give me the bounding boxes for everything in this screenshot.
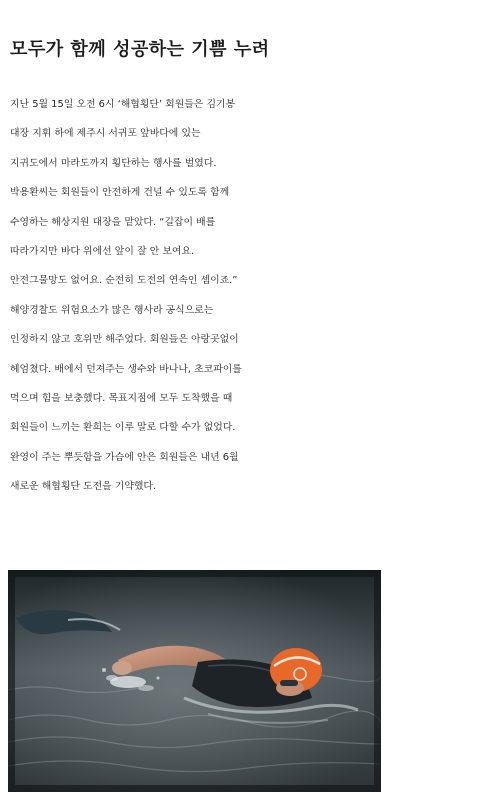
body-line: 박용환씨는 회원들이 안전하게 건널 수 있도록 함께	[10, 187, 230, 199]
body-line: 새로운 해협횡단 도전을 기약했다.	[10, 481, 157, 493]
body-line: 대장 지휘 하에 제주시 서귀포 앞바다에 있는	[10, 128, 201, 140]
body-line: 지귀도에서 마라도까지 횡단하는 행사를 벌였다.	[10, 157, 217, 169]
body-line: 회원들이 느끼는 환희는 이루 말로 다할 수가 없었다.	[10, 422, 236, 434]
article-title: 모두가 함께 성공하는 기쁨 누려	[10, 39, 270, 60]
body-line: 따라가지만 바다 위에선 앞이 잘 안 보여요.	[10, 245, 195, 257]
body-line: 헤엄쳤다. 배에서 던져주는 생수와 바나나, 초코파이를	[10, 363, 242, 375]
article-body	[10, 90, 478, 501]
body-line: 지난 5월 15일 오전 6시 ‘해협횡단’ 회원들은 김기봉	[10, 99, 236, 110]
body-line: 먹으며 힘을 보충했다. 목표지점에 모두 도착했을 때	[10, 392, 233, 404]
body-line: 인정하지 않고 호위만 해주었다. 회원들은 아랑곳없이	[10, 334, 239, 346]
swimmer-hand	[112, 661, 132, 675]
body-line: 수영하는 해상지원 대장을 맡았다. “길잡이 배를	[10, 216, 216, 228]
swimmer-illustration	[8, 570, 381, 792]
body-line: 완영이 주는 뿌듯함을 가슴에 안은 회원들은 내년 6월	[10, 451, 239, 463]
swimmer-photo	[8, 570, 381, 792]
body-line: 해양경찰도 위험요소가 많은 행사라 공식으로는	[10, 304, 214, 316]
goggles-icon	[280, 680, 298, 686]
body-line: 안전그물망도 없어요. 순전히 도전의 연속인 셈이죠.”	[10, 275, 238, 287]
